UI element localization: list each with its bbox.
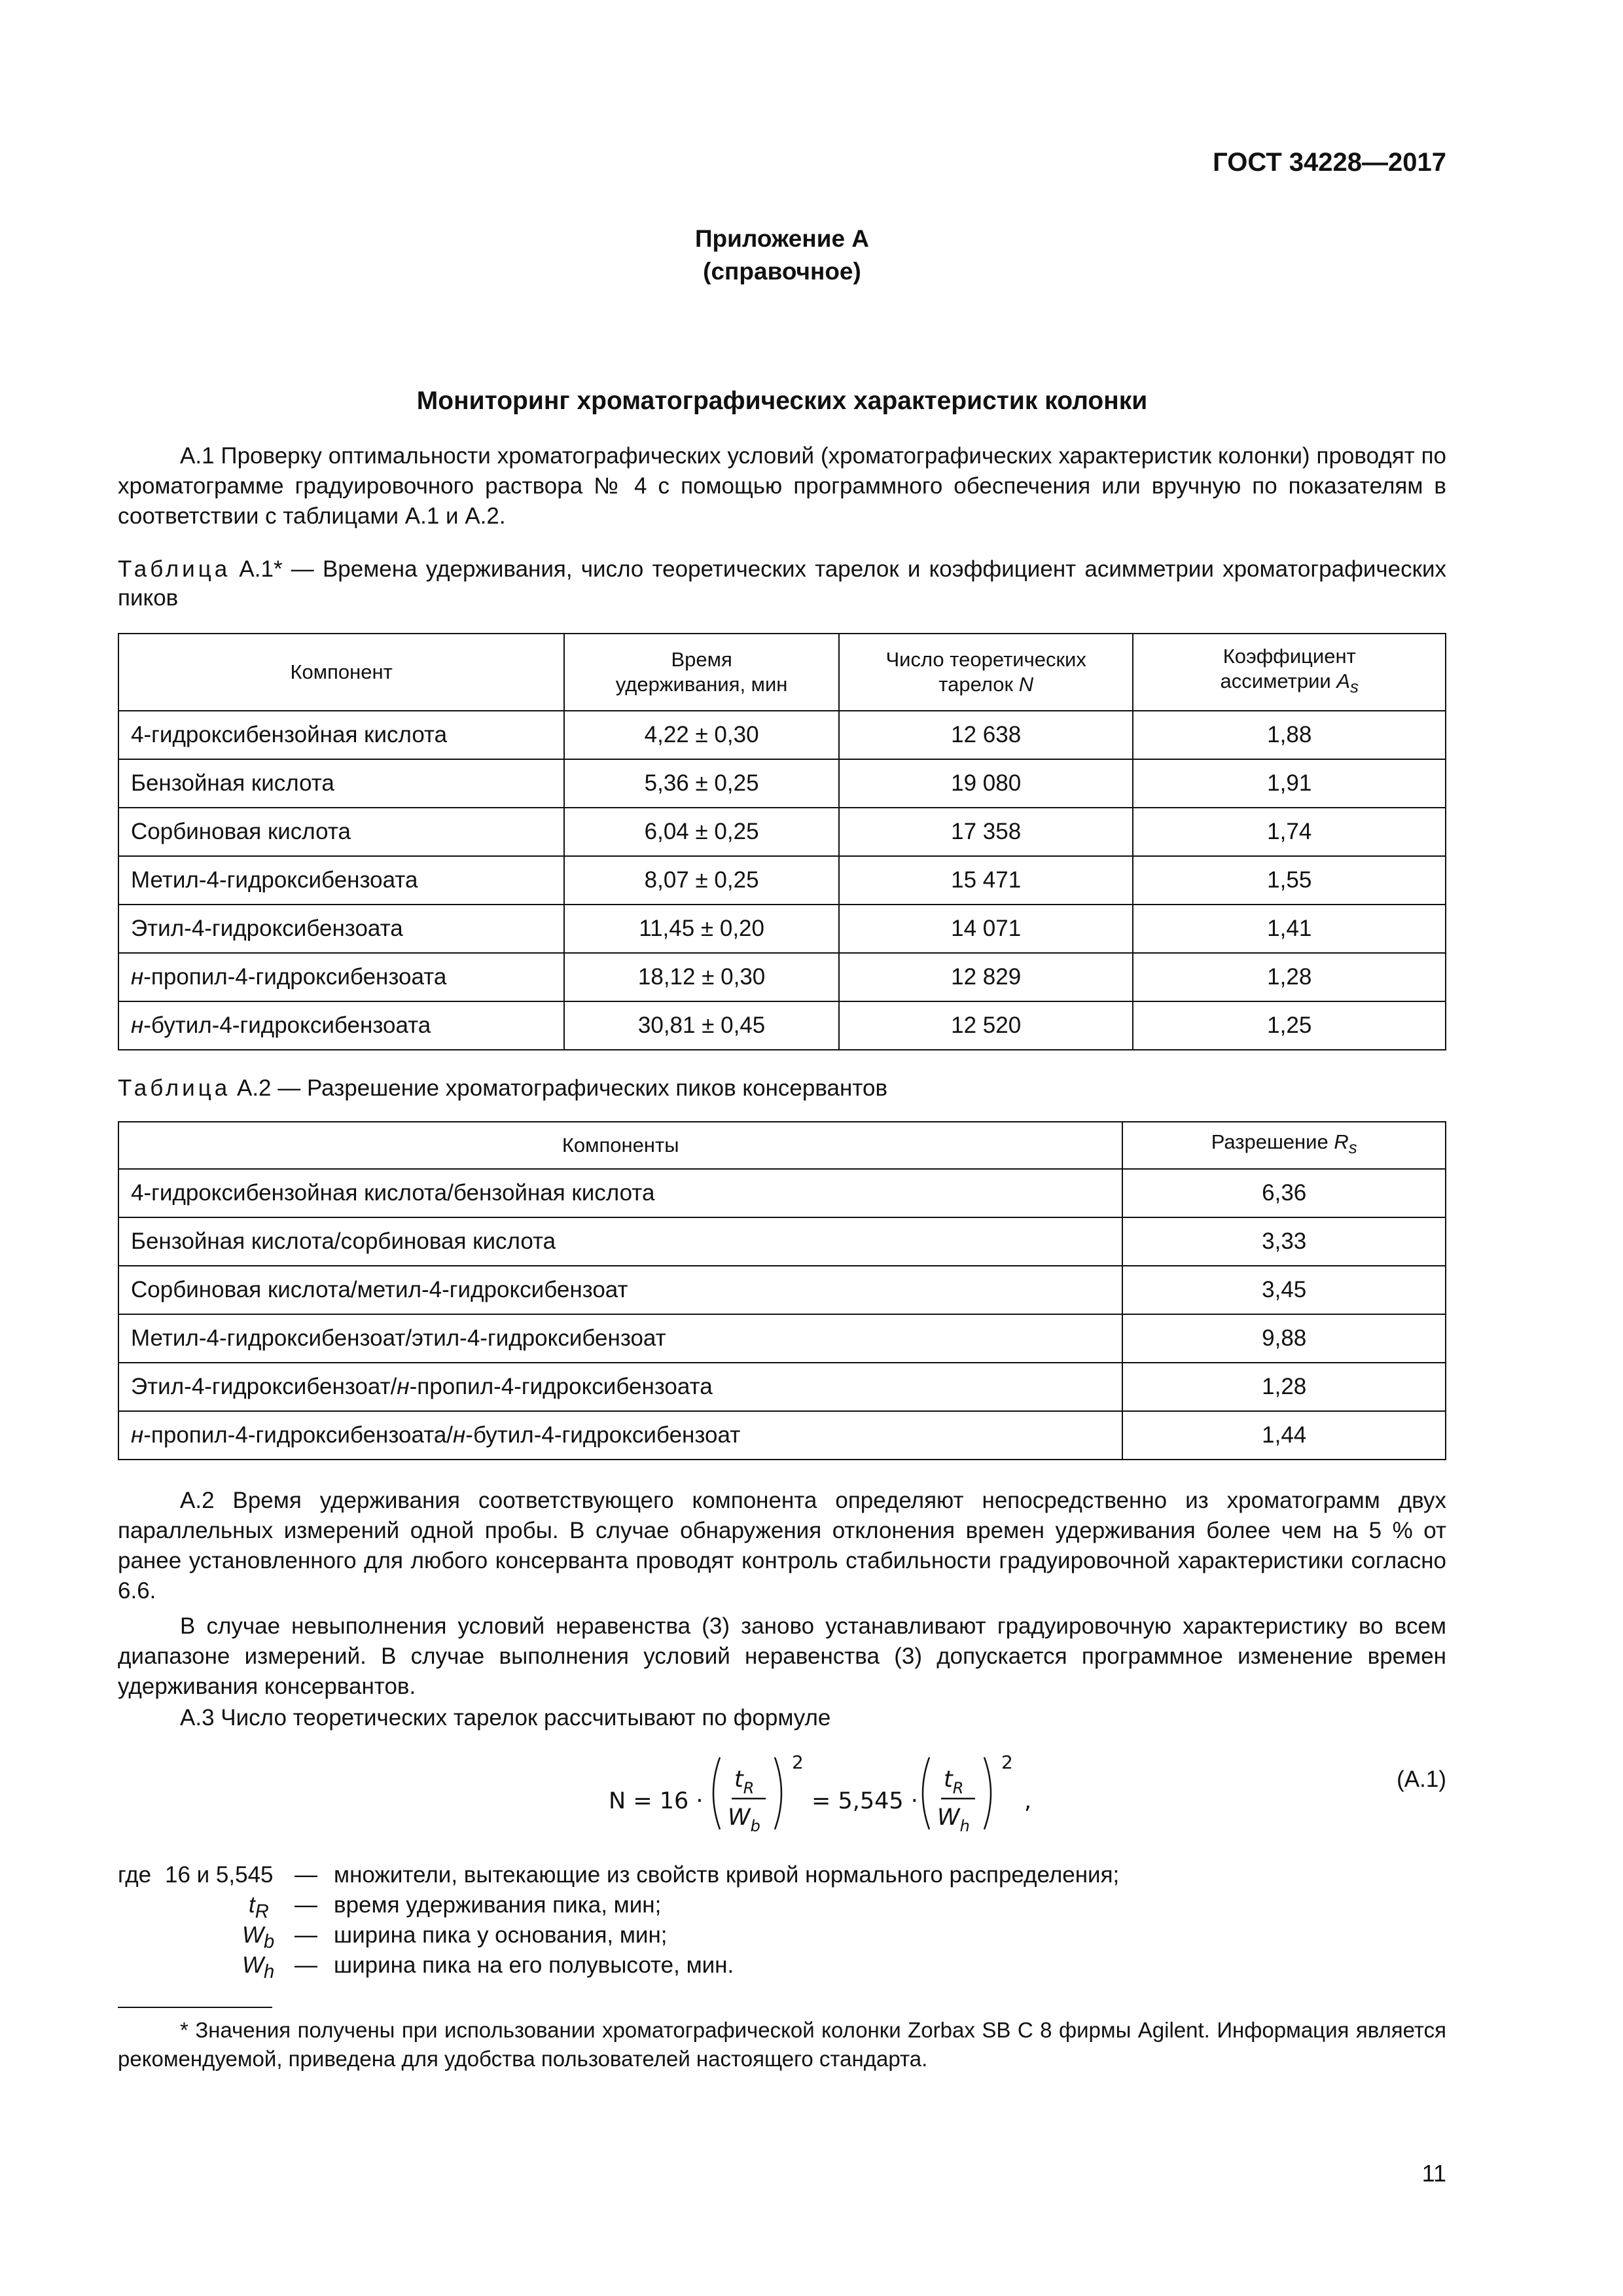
footnote-text: * Значения получены при использовании хроматографической колонки Zorbax SB C 8 фирмы Agilent. Информация является рекомендуемой, приведена для удобства пользователей настоящего стандарта.: [118, 2018, 1446, 2071]
paren-open-2: [923, 1757, 929, 1829]
table-row: [118, 1314, 1446, 1363]
table-row: [118, 711, 1446, 759]
cell-resolution: 1,44: [1122, 1411, 1446, 1460]
legend-symbol: $W_b$: [242, 1922, 275, 1952]
paragraph-a2-text: А.2 Время удерживания соответствующего компонента определяют непосредственно из хроматограмм двух параллельных измерений одной пробы. В случае обнаружения отклонения времен удерживания более чем на 5 % от ранее установленного для любого консерванта проводят контроль стабильности градуировочной характеристики согласно 6.6.: [118, 1488, 1446, 1604]
formula-den-1: $W_b$: [728, 1804, 760, 1835]
legend-symbol: 16 и 5,545: [165, 1862, 274, 1888]
cell-components: Этил-4-гидроксибензоат/н-пропил-4-гидроксибензоата: [118, 1363, 1122, 1411]
cell-plates: 17 358: [839, 808, 1133, 856]
cell-plates: 12 638: [839, 711, 1133, 759]
table-row: [118, 808, 1446, 856]
cell-component: Бензойная кислота: [118, 759, 564, 808]
cell-asymmetry: 1,91: [1133, 759, 1446, 808]
section-title: Мониторинг хроматографических характеристик колонки: [416, 387, 1148, 415]
cell-plates: 19 080: [839, 759, 1133, 808]
formula-num-1: $t_R$: [734, 1767, 755, 1797]
th-plates: Число теоретических тарелок N: [839, 634, 1133, 711]
table-header-row: [118, 1122, 1446, 1169]
table-row: [118, 856, 1446, 905]
formula-a1: [589, 1741, 1060, 1852]
table-row: [118, 1169, 1446, 1217]
paragraph-a2-continued: [118, 1611, 1446, 1702]
formula-number: (А.1): [1397, 1767, 1446, 1792]
th-components: Компоненты: [118, 1122, 1122, 1169]
paragraph-a3: [118, 1703, 1446, 1733]
cell-asymmetry: 1,74: [1133, 808, 1446, 856]
cell-components: Сорбиновая кислота/метил-4-гидроксибензоат: [118, 1266, 1122, 1314]
paragraph-a3-text: А.3 Число теоретических тарелок рассчитывают по формуле: [180, 1705, 831, 1731]
table-retention: [118, 633, 1446, 1050]
cell-component: Сорбиновая кислота: [118, 808, 564, 856]
cell-plates: 12 829: [839, 953, 1133, 1001]
cell-plates: 12 520: [839, 1001, 1133, 1050]
footnote-rule: [118, 2007, 272, 2008]
formula-tail: ,: [1024, 1788, 1032, 1814]
cell-asymmetry: 1,25: [1133, 1001, 1446, 1050]
legend-text: ширина пика на его полувысоте, мин.: [334, 1952, 734, 1978]
formula-lhs: N = 16 ·: [609, 1788, 704, 1814]
formula-exp-1: 2: [792, 1751, 804, 1773]
table2-caption-text: А.2 — Разрешение хроматографических пиков консервантов: [236, 1075, 888, 1101]
appendix-subtitle: (справочное): [703, 258, 861, 285]
th-resolution: Разрешение $R_s$: [1122, 1122, 1446, 1169]
cell-asymmetry: 1,88: [1133, 711, 1446, 759]
appendix-heading: [118, 223, 1446, 288]
cell-components: н-пропил-4-гидроксибензоата/н-бутил-4-гидроксибензоат: [118, 1411, 1122, 1460]
legend-dash: —: [294, 1892, 317, 1918]
cell-retention-time: 8,07 ± 0,25: [564, 856, 839, 905]
legend-prefix: где: [118, 1862, 152, 1888]
table-row: [118, 953, 1446, 1001]
table-row: [118, 1001, 1446, 1050]
legend-symbol: $W_h$: [242, 1952, 275, 1982]
paren-open-1: [713, 1757, 720, 1829]
table-row: [118, 905, 1446, 953]
table-row: [118, 1266, 1446, 1314]
cell-component: 4-гидроксибензойная кислота: [118, 711, 564, 759]
legend-dash: —: [294, 1862, 317, 1888]
table2-body: [118, 1169, 1446, 1460]
legend-text: время удерживания пика, мин;: [334, 1892, 662, 1918]
formula-mid: = 5,545 ·: [812, 1788, 918, 1814]
paragraph-a2b-text: В случае невыполнения условий неравенства (3) заново устанавливают градуировочную характеристику во всем диапазоне измерений. В случае выполнения условий неравенства (3) допускается программное изменение времен удерживания консервантов.: [118, 1613, 1446, 1699]
table-row: [118, 1363, 1446, 1411]
cell-asymmetry: 1,41: [1133, 905, 1446, 953]
table1-caption-text: А.1* — Времена удерживания, число теоретических тарелок и коэффициент асимметрии хроматографических пиков: [118, 556, 1446, 611]
cell-retention-time: 11,45 ± 0,20: [564, 905, 839, 953]
table-row: [118, 1411, 1446, 1460]
table1-caption: [118, 555, 1446, 613]
cell-retention-time: 18,12 ± 0,30: [564, 953, 839, 1001]
formula-den-2: $W_h$: [937, 1804, 970, 1835]
legend-text: ширина пика у основания, мин;: [334, 1922, 668, 1948]
cell-retention-time: 30,81 ± 0,45: [564, 1001, 839, 1050]
table-row: [118, 759, 1446, 808]
table2-caption: [118, 1073, 1446, 1103]
cell-component: н-пропил-4-гидроксибензоата: [118, 953, 564, 1001]
cell-retention-time: 4,22 ± 0,30: [564, 711, 839, 759]
table2-caption-label: Таблица: [118, 1075, 231, 1101]
cell-resolution: 6,36: [1122, 1169, 1446, 1217]
cell-component: н-бутил-4-гидроксибензоата: [118, 1001, 564, 1050]
cell-resolution: 1,28: [1122, 1363, 1446, 1411]
legend-symbol: $t_R$: [249, 1892, 269, 1922]
table1-caption-label: Таблица: [118, 556, 231, 582]
paragraph-a1-text: А.1 Проверку оптимальности хроматографических условий (хроматографических характеристик колонки) проводят по хроматограмме градуировочного раствора № 4 с помощью программного обеспечения или вручную по показателям в соответствии с таблицами А.1 и А.2.: [118, 443, 1446, 529]
paragraph-a2: [118, 1486, 1446, 1606]
cell-component: Метил-4-гидроксибензоата: [118, 856, 564, 905]
cell-plates: 14 071: [839, 905, 1133, 953]
legend-dash: —: [294, 1952, 317, 1978]
table-header-row: [118, 634, 1446, 711]
legend-text: множители, вытекающие из свойств кривой нормального распределения;: [334, 1862, 1120, 1888]
cell-resolution: 9,88: [1122, 1314, 1446, 1363]
formula-num-2: $t_R$: [944, 1767, 964, 1797]
page-number: 11: [1421, 2160, 1446, 2187]
cell-asymmetry: 1,28: [1133, 953, 1446, 1001]
cell-plates: 15 471: [839, 856, 1133, 905]
standard-number: ГОСТ 34228—2017: [1213, 148, 1446, 177]
cell-resolution: 3,33: [1122, 1217, 1446, 1266]
table-resolution: [118, 1121, 1446, 1460]
cell-asymmetry: 1,55: [1133, 856, 1446, 905]
th-retention-time: Время удерживания, мин: [564, 634, 839, 711]
table1-body: [118, 711, 1446, 1050]
legend-dash: —: [294, 1922, 317, 1948]
cell-component: Этил-4-гидроксибензоата: [118, 905, 564, 953]
cell-components: Метил-4-гидроксибензоат/этил-4-гидроксибензоат: [118, 1314, 1122, 1363]
paren-close-2: [984, 1757, 991, 1829]
table-row: [118, 1217, 1446, 1266]
cell-components: 4-гидроксибензойная кислота/бензойная кислота: [118, 1169, 1122, 1217]
cell-resolution: 3,45: [1122, 1266, 1446, 1314]
formula-exp-2: 2: [1001, 1751, 1013, 1773]
th-component: Компонент: [118, 634, 564, 711]
appendix-title: Приложение А: [694, 225, 870, 252]
paragraph-a1: [118, 441, 1446, 531]
paren-close-1: [775, 1757, 781, 1829]
cell-retention-time: 6,04 ± 0,25: [564, 808, 839, 856]
cell-retention-time: 5,36 ± 0,25: [564, 759, 839, 808]
footnote: [118, 2016, 1446, 2073]
cell-components: Бензойная кислота/сорбиновая кислота: [118, 1217, 1122, 1266]
th-asymmetry: Коэффициент ассиметрии $A_s$: [1133, 634, 1446, 711]
